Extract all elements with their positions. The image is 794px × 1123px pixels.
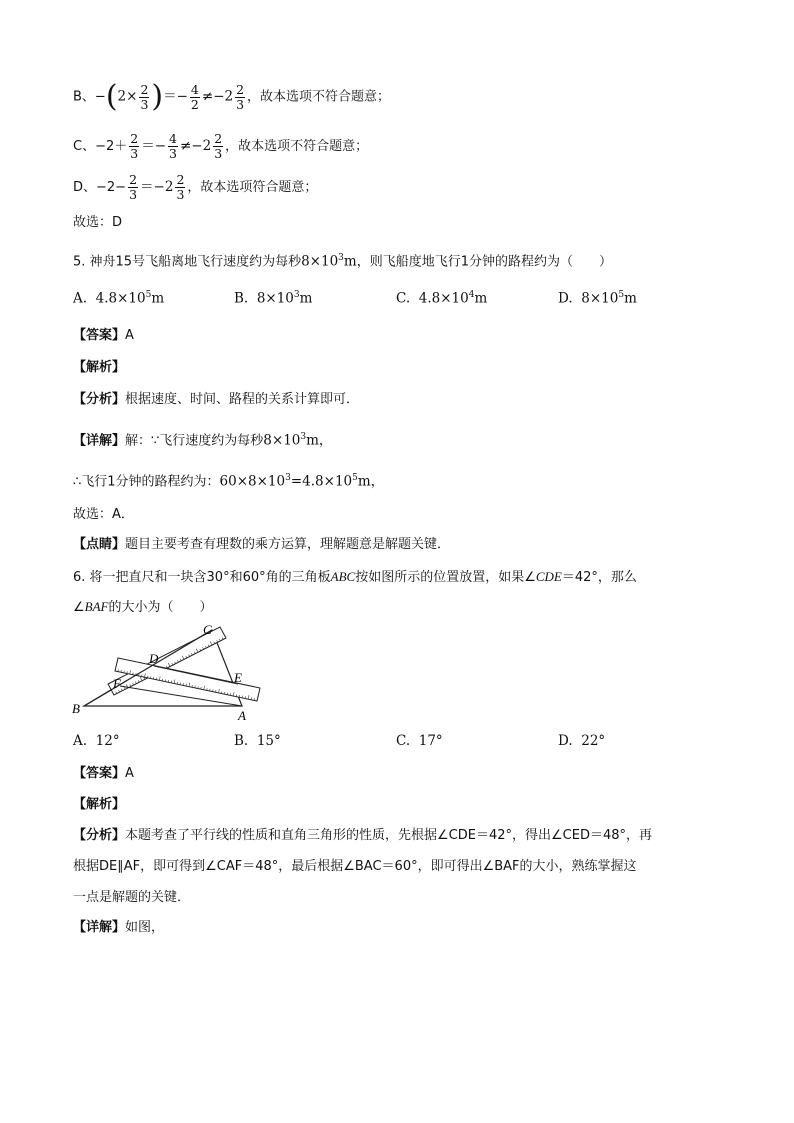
fraction — [128, 173, 138, 202]
q6-stem-text-3: ＝42°，那么 — [561, 570, 637, 585]
exponent: 5 — [145, 290, 152, 300]
fraction — [213, 132, 223, 161]
q6-stem-line2 — [73, 597, 213, 618]
option-value: 4.8×10 — [418, 290, 469, 307]
fraction — [168, 132, 178, 161]
answer-tag: 【答案】 — [73, 328, 126, 343]
detail-text: 解：∵飞行速度约为每秒 — [125, 433, 264, 449]
option-value: 12° — [95, 733, 120, 749]
q5-detail — [73, 427, 332, 452]
q5-stem-text: 5. 神舟15号飞船离地飞行速度约为每秒 — [73, 254, 302, 270]
denominator: 3 — [236, 96, 245, 112]
label-c: C — [203, 622, 212, 637]
option-label: A. — [73, 733, 88, 749]
unit: m — [474, 290, 488, 307]
q6-stem-text-4: 的大小为（ ） — [108, 600, 213, 615]
calc-result: =4.8×10 — [290, 473, 353, 490]
detail-tag: 【详解】 — [73, 433, 126, 449]
triangle-name: ABC — [330, 569, 356, 584]
label-d: D — [149, 651, 159, 666]
option-value: 17° — [418, 733, 443, 749]
angle-name: BAF — [84, 599, 109, 614]
fraction — [129, 132, 139, 161]
label-a: A — [238, 708, 246, 723]
numerator: 2 — [214, 131, 223, 146]
fenxi-tag: 【分析】 — [73, 392, 126, 407]
calc-text: ∴飞行1分钟的路程约为： — [73, 474, 220, 490]
unit: m — [151, 290, 165, 307]
fraction — [175, 173, 185, 202]
angle-name: CDE — [535, 569, 562, 584]
answer-value: A — [125, 328, 134, 343]
option-value: 8×10 — [581, 290, 619, 307]
q6-option-c — [396, 733, 443, 749]
option-label: C. — [396, 290, 411, 307]
option-c-verdict: ，故本选项不符合题意； — [225, 139, 369, 154]
q5-option-c — [396, 290, 487, 307]
numerator: 2 — [130, 131, 139, 146]
unit: m， — [306, 432, 333, 449]
option-label: D. — [558, 290, 573, 307]
fenxi-text: 本题考查了平行线的性质和直角三角形的性质，先根据∠CDE＝42°，得出∠CED＝48°，再 — [125, 828, 653, 843]
option-b-label: B、− — [73, 89, 106, 105]
option-label: B. — [234, 733, 249, 749]
q5-answer — [73, 326, 134, 346]
option-label: D. — [558, 733, 573, 749]
denominator: 3 — [169, 146, 177, 161]
exponent: 3 — [338, 253, 344, 263]
exponent: 4 — [468, 290, 475, 300]
option-value: 15° — [256, 733, 281, 749]
numerator: 4 — [190, 81, 199, 97]
denominator: 3 — [140, 96, 149, 112]
q5-speed: 8×10 — [301, 253, 339, 270]
whole-number: −2 — [153, 179, 174, 195]
whole-number: −2 — [191, 138, 212, 154]
q5-note — [73, 535, 450, 555]
numerator: 2 — [236, 81, 245, 97]
segment-bc — [84, 630, 212, 706]
option-b-explanation: B、−(2× $\frac{2}{3}$ )＝− $\frac{4}{2}$ ≠−2 $\frac{2}{3}$ ，故本选项不符合题意； — [73, 79, 391, 114]
option-c-label: C、−2＋ — [73, 139, 128, 154]
option-d-explanation: D、−2− $\frac{2}{3}$ ＝−2 $\frac{2}{3}$ ，故本选项符合题意； — [73, 172, 318, 202]
numerator: 2 — [176, 172, 185, 187]
q5-stem-text-2: ，则飞船度地飞行1分钟的路程约为（ ） — [356, 254, 612, 270]
label-e: E — [234, 670, 242, 685]
option-value: 4.8×10 — [95, 290, 146, 307]
option-label: A. — [73, 290, 88, 307]
denominator: 2 — [190, 96, 199, 112]
note-tag: 【点睛】 — [73, 537, 126, 552]
q6-fenxi-2: 根据DE∥AF，即可得到∠CAF＝48°，最后根据∠BAC＝60°，即可得出∠BAF的大小，熟练掌握这 — [73, 859, 637, 874]
fraction — [190, 83, 200, 112]
q4-choice: 故选：D — [73, 215, 123, 230]
detail-text: 如图， — [125, 920, 165, 935]
q5-option-b — [234, 290, 312, 307]
q6-option-a — [73, 733, 120, 749]
answer-tag: 【答案】 — [73, 766, 126, 781]
option-value: 8×10 — [256, 290, 294, 307]
option-c-explanation: C、−2＋ $\frac{2}{3}$ ＝− $\frac{4}{3}$ ≠−2 $\frac{2}{3}$ ，故本选项不符合题意； — [73, 131, 369, 161]
option-d-verdict: ，故本选项符合题意； — [187, 180, 318, 195]
denominator: 3 — [214, 146, 223, 161]
q5-stem — [73, 248, 612, 273]
detail-tag: 【详解】 — [73, 920, 126, 935]
unit: m — [624, 290, 637, 307]
exponent: 5 — [352, 473, 358, 483]
denominator: 3 — [130, 146, 139, 161]
note-text: 题目主要考查有理数的乘方运算，理解题意是解题关键． — [125, 537, 451, 552]
label-b: B — [72, 701, 80, 716]
q5-choice: 故选：A． — [73, 507, 134, 522]
option-b-verdict: ，故本选项不符合题意； — [247, 89, 391, 105]
unit: m — [343, 253, 357, 270]
denominator: 3 — [129, 187, 138, 202]
option-d-label: D、−2− — [73, 180, 127, 195]
option-value: 22° — [581, 733, 606, 749]
whole-number: −2 — [213, 88, 234, 105]
fraction — [139, 83, 149, 112]
option-label: B. — [234, 290, 249, 307]
q5-calc — [73, 468, 384, 493]
detail-speed: 8×10 — [263, 432, 301, 449]
exponent: 3 — [300, 432, 307, 442]
answer-value: A — [125, 766, 134, 781]
fenxi-tag: 【分析】 — [73, 828, 126, 843]
numerator: 2 — [129, 172, 138, 187]
q6-fenxi-3: 一点是解题的关键． — [73, 890, 191, 905]
exponent: 3 — [285, 473, 291, 483]
exponent: 5 — [618, 290, 625, 300]
fraction — [235, 83, 245, 112]
q5-option-d — [558, 290, 637, 307]
q6-option-b — [234, 733, 281, 749]
angle-symbol: ∠ — [73, 600, 85, 615]
numerator: 4 — [169, 131, 177, 146]
q5-fenxi — [73, 390, 359, 410]
q5-analysis-tag: 【解析】 — [73, 360, 126, 375]
q5-option-a — [73, 290, 164, 307]
q6-stem-text-2: 按如图所示的位置放置，如果∠ — [355, 570, 536, 585]
option-label: C. — [396, 733, 411, 749]
q6-stem — [73, 567, 637, 588]
q6-stem-text: 6. 将一把直尺和一块含30°和60°角的三角板 — [73, 570, 331, 585]
fenxi-text: 根据速度、时间、路程的关系计算即可． — [125, 392, 360, 407]
q6-analysis-tag: 【解析】 — [73, 797, 126, 812]
label-f: F — [113, 676, 121, 691]
calc-expr: 60×8×10 — [219, 473, 286, 490]
q6-answer — [73, 764, 134, 784]
ruler-triangle-figure — [70, 622, 270, 724]
exponent: 3 — [293, 290, 300, 300]
q6-option-d — [558, 733, 605, 749]
q6-detail — [73, 918, 164, 938]
q6-fenxi-1 — [73, 826, 652, 846]
unit: m， — [357, 473, 385, 490]
unit: m — [299, 290, 313, 307]
denominator: 3 — [176, 187, 185, 202]
numerator: 2 — [140, 81, 149, 97]
